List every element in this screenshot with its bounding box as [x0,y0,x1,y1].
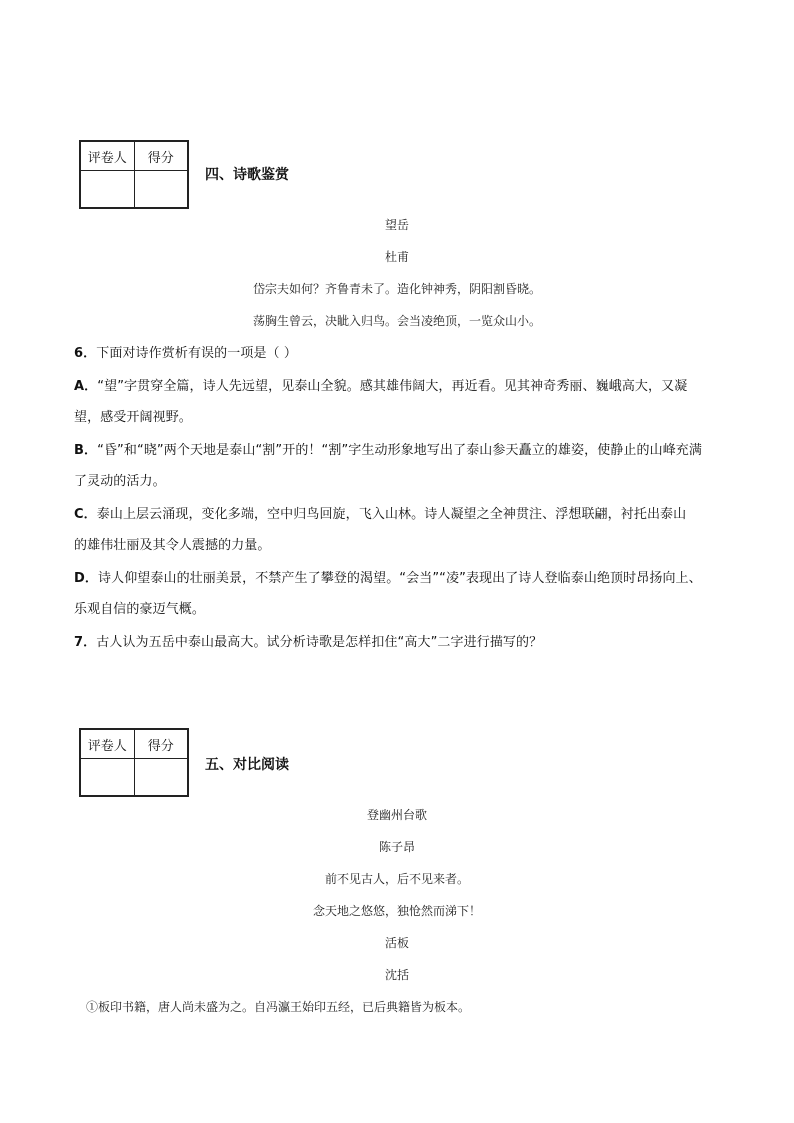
option-a[interactable] [74,375,687,394]
option-letter: D． [74,571,98,586]
option-b-cont [74,470,166,489]
option-c-cont [74,534,271,553]
section-title: 四、诗歌鉴赏 [205,167,289,183]
poem-line: 荡胸生曾云，决眦入归鸟。会当凌绝顶，一览众山小。 [252,314,541,328]
question-stem: 下面对诗作赏析有误的一项是（ ） [96,346,297,361]
option-c[interactable] [74,503,686,522]
option-a-cont [74,406,192,425]
poem-title: 登幽州台歌 [366,808,427,822]
score-cell[interactable] [134,171,188,209]
option-d[interactable] [74,567,702,586]
reviewer-label: 评卷人 [80,141,134,171]
option-letter: B． [74,443,98,458]
prose-title: 活板 [384,936,409,950]
poem-author: 陈子昂 [378,840,415,854]
prose-paragraph: ①板印书籍，唐人尚未盛为之。自冯瀛王始印五经，已后典籍皆为板本。 [86,1000,471,1014]
poem-title: 望岳 [384,218,409,232]
reviewer-label: 评卷人 [80,729,134,759]
question-number: 6． [74,346,97,361]
question-7 [74,631,542,650]
score-label: 得分 [134,141,188,171]
reviewer-cell[interactable] [80,759,134,797]
section-title: 五、对比阅读 [205,757,289,773]
poem-line: 前不见古人，后不见来者。 [324,872,469,886]
option-letter: C． [74,507,97,522]
option-text: “昏”和“晓”两个天地是泰山“割”开的！“割”字生动形象地写出了泰山参天矗立的雄姿，使静止的山峰充满 [97,443,702,458]
reviewer-cell[interactable] [80,171,134,209]
prose-author: 沈括 [384,968,409,982]
option-d-cont [74,598,205,617]
score-label: 得分 [134,729,188,759]
question-stem: 古人认为五岳中泰山最高大。试分析诗歌是怎样扣住“高大”二字进行描写的？ [96,635,543,650]
option-text: 望，感受开阔视野。 [74,410,192,425]
poem-line: 念天地之悠悠，独怆然而涕下！ [312,904,481,918]
grader-table [79,140,189,209]
poem-line: 岱宗夫如何？齐鲁青未了。造化钟神秀，阴阳割昏晓。 [252,282,541,296]
option-text: “望”字贯穿全篇，诗人先远望，见泰山全貌。感其雄伟阔大，再近看。见其神奇秀丽、巍峨高大，又凝 [97,379,688,394]
option-text: 了灵动的活力。 [74,474,166,489]
score-cell[interactable] [134,759,188,797]
option-text: 泰山上层云涌现，变化多端，空中归鸟回旋，飞入山林。诗人凝望之全神贯注、浮想联翩，衬托出泰山 [96,507,687,522]
option-b[interactable] [74,439,702,458]
option-letter: A． [74,379,98,394]
poem-author: 杜甫 [384,250,409,264]
option-text: 的雄伟壮丽及其令人震撼的力量。 [74,538,271,553]
question-number: 7． [74,635,97,650]
option-text: 乐观自信的豪迈气概。 [74,602,206,617]
question-6 [74,342,297,361]
grader-table [79,728,189,797]
option-text: 诗人仰望泰山的壮丽美景，不禁产生了攀登的渴望。“会当”“凌”表现出了诗人登临泰山绝顶时昂扬向上、 [98,571,702,586]
